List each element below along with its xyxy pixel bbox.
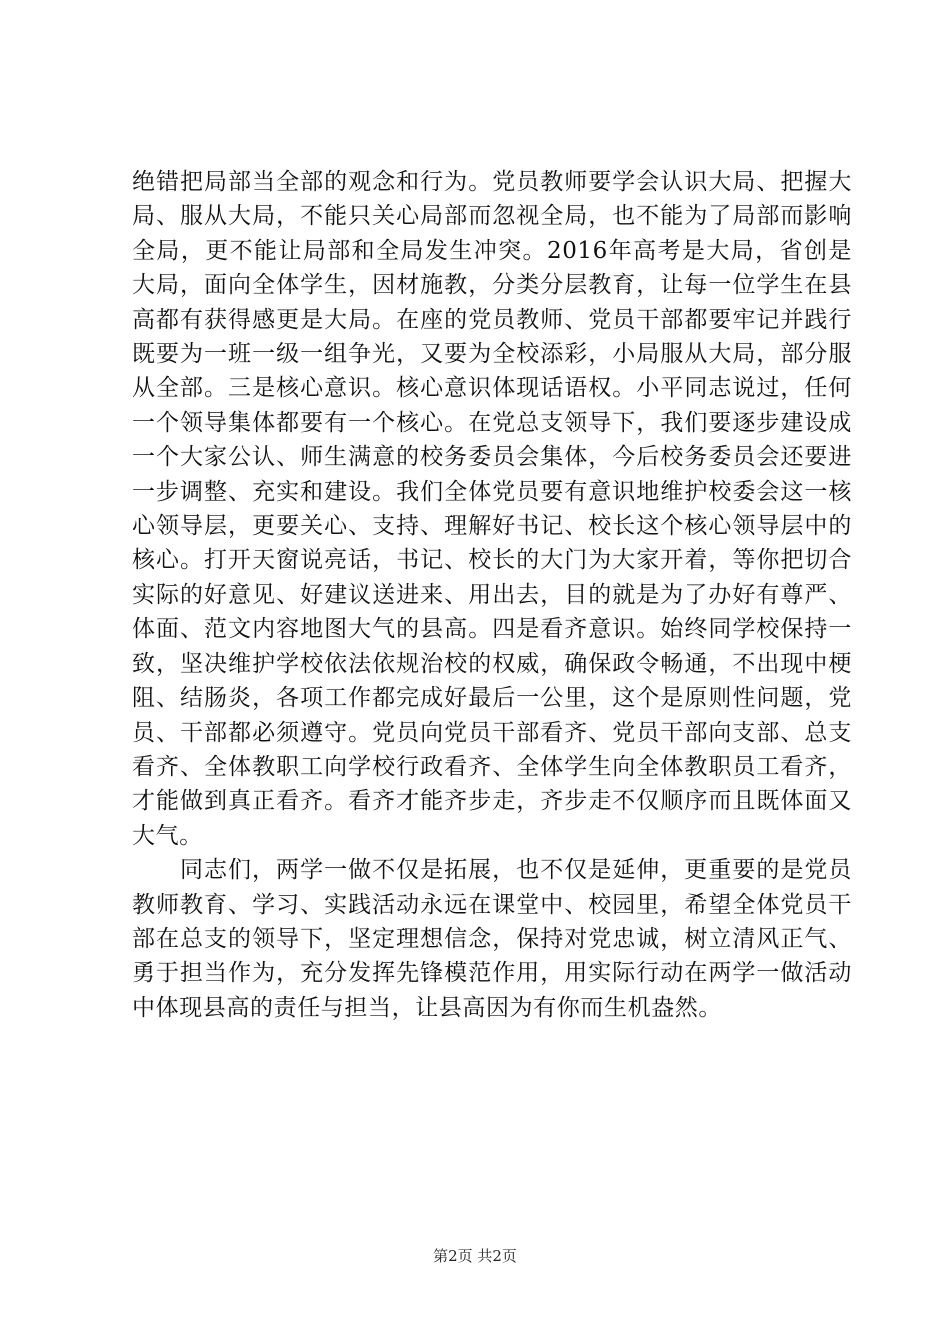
document-body bbox=[132, 165, 852, 1025]
paragraph-closing: 同志们，两学一做不仅是拓展，也不仅是延伸，更重要的是党员教师教育、学习、实践活动永远在课堂中、校园里，希望全体党员干部在总支的领导下，坚定理想信念，保持对党忠诚，树立清风正气、勇于担当作为，充分发挥先锋模范作用，用实际行动在两学一做活动中体现县高的责任与担当，让县高因为有你而生机盎然。 bbox=[132, 857, 852, 1021]
paragraph-continuation: 绝错把局部当全部的观念和行为。党员教师要学会认识大局、把握大局、服从大局，不能只关心局部而忽视全局，也不能为了局部而影响全局，更不能让局部和全局发生冲突。2016年高考是大局，省创是大局，面向全体学生，因材施教，分类分层教育，让每一位学生在县高都有获得感更是大局。在座的党员教师、党员干部都要牢记并践行既要为一班一级一组争光，又要为全校添彩，小局服从大局，部分服从全部。三是核心意识。核心意识体现话语权。小平同志说过，任何一个领导集体都要有一个核心。在党总支领导下，我们要逐步建设成一个大家公认、师生满意的校务委员会集体，今后校务委员会还要进一步调整、充实和建设。我们全体党员要有意识地维护校委会这一核心领导层，更要关心、支持、理解好书记、校长这个核心领导层中的核心。打开天窗说亮话，书记、校长的大门为大家开着，等你把切合实际的好意见、好建议送进来、用出去，目的就是为了办好有尊严、体面、范文内容地图大气的县高。四是看齐意识。始终同学校保持一致，坚决维护学校依法依规治校的权威，确保政令畅通，不出现中梗阻、结肠炎，各项工作都完成好最后一公里，这个是原则性问题，党员、干部都必须遵守。党员向党员干部看齐、党员干部向支部、总支看齐、全体教职工向学校行政看齐、全体学生向全体教职员工看齐，才能做到真正看齐。看齐才能齐步走，齐步走不仅顺序而且既体面又大气。 bbox=[132, 169, 852, 849]
page-footer: 第2页 共2页 bbox=[433, 1247, 517, 1265]
